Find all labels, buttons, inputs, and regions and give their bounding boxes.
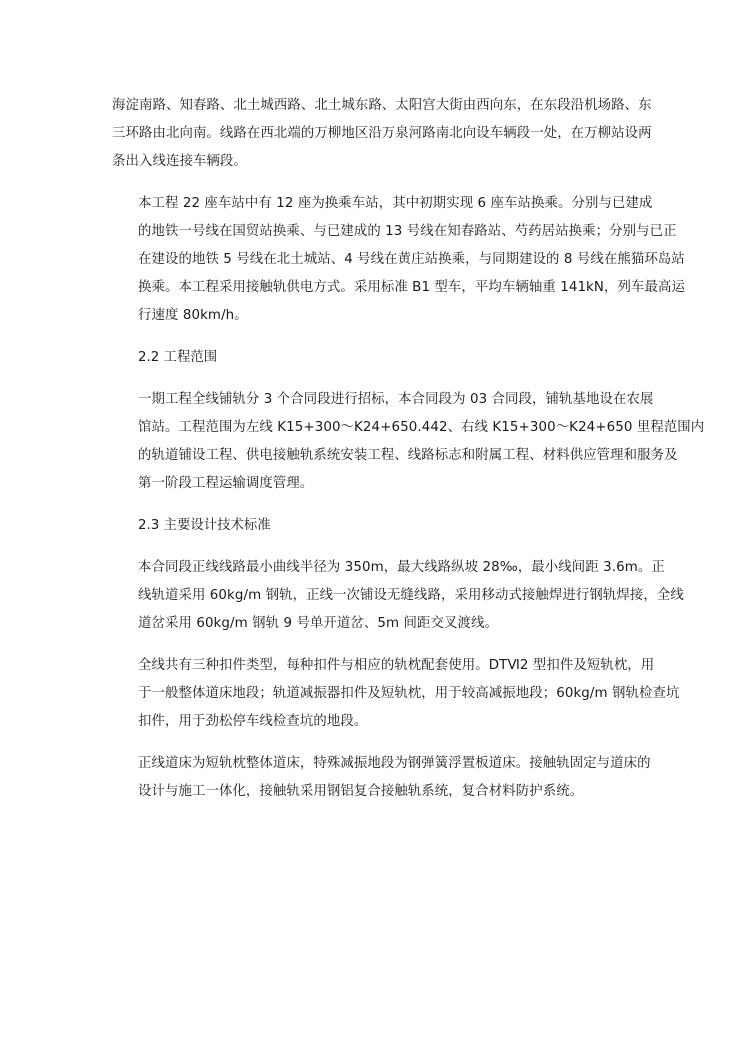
text-line: 第一阶段工程运输调度管理。 <box>138 476 314 491</box>
text-line: 三环路由北向南。线路在西北端的万柳地区沿万泉河路南北向设车辆段一处，在万柳站设两 <box>112 126 652 141</box>
document-page <box>112 92 705 806</box>
text-line: 馆站。工程范围为左线 K15+300～K24+650.442、右线 K15+300～K24+650 里程范围内 <box>138 420 705 435</box>
paragraph-line-standards <box>112 554 684 638</box>
text-line: 行速度 80km/h。 <box>138 308 248 323</box>
text-line: 本工程 22 座车站中有 12 座为换乘车站，其中初期实现 6 座车站换乘。分别与已建成 <box>138 196 653 211</box>
text-line: 换乘。本工程采用接触轨供电方式。采用标准 B1 型车，平均车辆轴重 141kN，列车最高运 <box>138 280 685 295</box>
paragraph-project-scope <box>112 386 705 498</box>
text-line: 在建设的地铁 5 号线在北土城站、4 号线在黄庄站换乘，与同期建设的 8 号线在熊猫环岛站 <box>138 252 685 267</box>
paragraph-transfer-stations <box>112 190 685 330</box>
text-line: 一期工程全线铺轨分 3 个合同段进行招标，本合同段为 03 合同段，铺轨基地设在农展 <box>138 392 654 407</box>
text-line: 道岔采用 60kg/m 钢轨 9 号单开道岔、5m 间距交叉渡线。 <box>138 616 498 631</box>
text-line: 条出入线连接车辆段。 <box>112 154 247 169</box>
text-line: 线轨道采用 60kg/m 钢轨，正线一次铺设无缝线路，采用移动式接触焊进行钢轨焊接，全线 <box>138 588 684 603</box>
text-line: 扣件，用于劲松停车线检查坑的地段。 <box>138 714 368 729</box>
text-line: 全线共有三种扣件类型，每种扣件与相应的轨枕配套使用。DTⅥ2 型扣件及短轨枕，用 <box>138 658 655 673</box>
section-heading-design-standards: 2.3 主要设计技术标准 <box>138 518 271 533</box>
paragraph-fastener-types <box>112 652 680 736</box>
paragraph-track-bed <box>112 750 651 806</box>
text-line: 正线道床为短轨枕整体道床，特殊减振地段为钢弹簧浮置板道床。接触轨固定与道床的 <box>138 756 651 771</box>
text-line: 设计与施工一体化，接触轨采用钢铝复合接触轨系统，复合材料防护系统。 <box>138 784 584 799</box>
text-line: 的轨道铺设工程、供电接触轨系统安装工程、线路标志和附属工程、材料供应管理和服务及 <box>138 448 678 463</box>
text-line: 海淀南路、知春路、北土城西路、北土城东路、太阳宫大街由西向东，在东段沿机场路、东 <box>112 98 652 113</box>
text-line: 的地铁一号线在国贸站换乘、与已建成的 13 号线在知春路站、芍药居站换乘；分别与已正 <box>138 224 677 239</box>
paragraph-route-description <box>112 92 652 176</box>
text-line: 本合同段正线线路最小曲线半径为 350m，最大线路纵坡 28‰，最小线间距 3.6m。正 <box>138 560 665 575</box>
text-line: 于一般整体道床地段；轨道减振器扣件及短轨枕，用于较高减振地段；60kg/m 钢轨检查坑 <box>138 686 680 701</box>
section-heading-project-scope: 2.2 工程范围 <box>138 350 218 365</box>
